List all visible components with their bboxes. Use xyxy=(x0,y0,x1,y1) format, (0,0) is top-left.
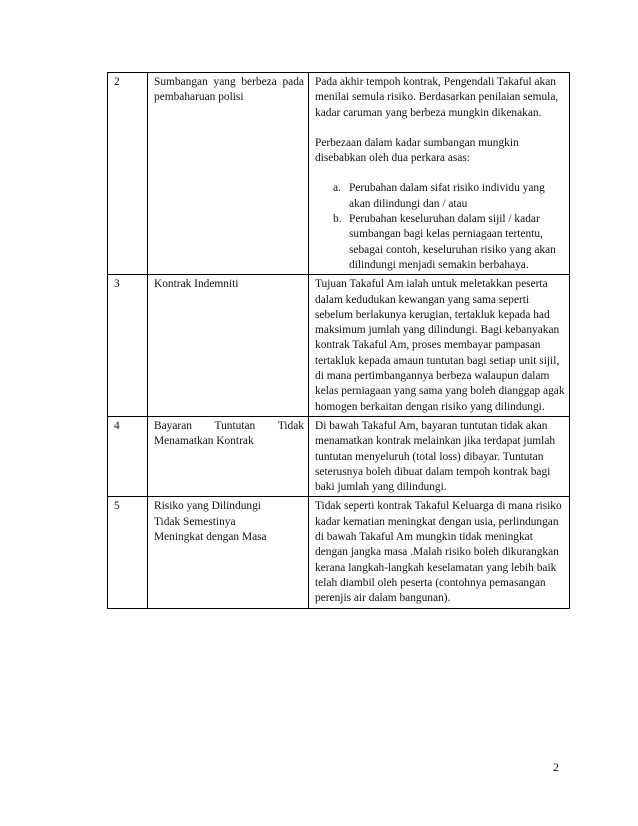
row-topic xyxy=(148,497,309,608)
table-row xyxy=(108,275,570,417)
list-item-text: Perubahan dalam sifat risiko individu yang akan dilindungi dan / atau xyxy=(349,182,545,210)
row-topic: Sumbangan yang berbeza pada pembaharuan polisi xyxy=(148,73,309,275)
row-description xyxy=(309,73,570,275)
content-table xyxy=(107,72,570,609)
reasons-list xyxy=(315,181,565,273)
row-number: 2 xyxy=(108,73,148,275)
description-paragraph: Di bawah Takaful Am, bayaran tuntutan tidak akan menamatkan kontrak melainkan jika terdapat jumlah tuntutan menyeluruh (total loss) dibayar. Tuntutan seterusnya boleh dibuat dalam tempoh kontrak bagi baki jumlah yang dilindungi. xyxy=(315,419,556,494)
list-item xyxy=(315,181,565,212)
row-topic: Bayaran Tuntutan Tidak Menamatkan Kontrak xyxy=(148,416,309,496)
description-paragraph: Tujuan Takaful Am ialah untuk meletakkan peserta dalam kedudukan kewangan yang sama seperti sebelum berlakunya kerugian, tertakluk kepada had maksimum jumlah yang dilindungi. Bagi kebanyakan kontrak Takaful Am, proses membayar pampasan tertakluk kepada amaun tuntutan bagi setiap unit sijil, di mana pertimbangannya berbeza walaupun dalam kelas perniagaan yang sama yang boleh dianggap agak homogen berkaitan dengan risiko yang dilindungi. xyxy=(315,278,565,413)
row-description xyxy=(309,497,570,608)
row-topic: Kontrak Indemniti xyxy=(148,275,309,417)
description-paragraph: Perbezaan dalam kadar sumbangan mungkin disebabkan oleh dua perkara asas: xyxy=(315,136,519,165)
row-description xyxy=(309,416,570,496)
list-marker: a. xyxy=(333,182,341,195)
page-number: 2 xyxy=(553,760,559,774)
list-marker: b. xyxy=(333,213,342,226)
table-row xyxy=(108,416,570,496)
topic-line: Tidak Semestinya xyxy=(154,515,236,528)
row-description xyxy=(309,275,570,417)
table-row xyxy=(108,497,570,608)
description-paragraph: Tidak seperti kontrak Takaful Keluarga di mana risiko kadar kematian meningkat dengan usia, perlindungan di bawah Takaful Am mungkin tidak meningkat dengan jangka masa .Malah risiko boleh dikurangkan kerana langkah-langkah keselamatan yang lebih baik telah diambil oleh peserta (contohnya pemasangan perenjis air dalam bangunan). xyxy=(315,500,562,605)
row-number: 5 xyxy=(108,497,148,608)
table-row xyxy=(108,73,570,275)
topic-line: Risiko yang Dilindungi xyxy=(154,500,261,513)
row-number: 3 xyxy=(108,275,148,417)
list-item-text: Perubahan keseluruhan dalam sijil / kadar sumbangan bagi kelas perniagaan tertentu, sebagai contoh, keseluruhan risiko yang akan dilindungi menjadi semakin berbahaya. xyxy=(349,213,556,271)
row-number: 4 xyxy=(108,416,148,496)
list-item xyxy=(315,212,565,273)
topic-line: Meningkat dengan Masa xyxy=(154,531,267,544)
description-paragraph: Pada akhir tempoh kontrak, Pengendali Takaful akan menilai semula risiko. Berdasarkan penilaian semula, kadar caruman yang berbeza mungkin dikenakan. xyxy=(315,76,559,119)
